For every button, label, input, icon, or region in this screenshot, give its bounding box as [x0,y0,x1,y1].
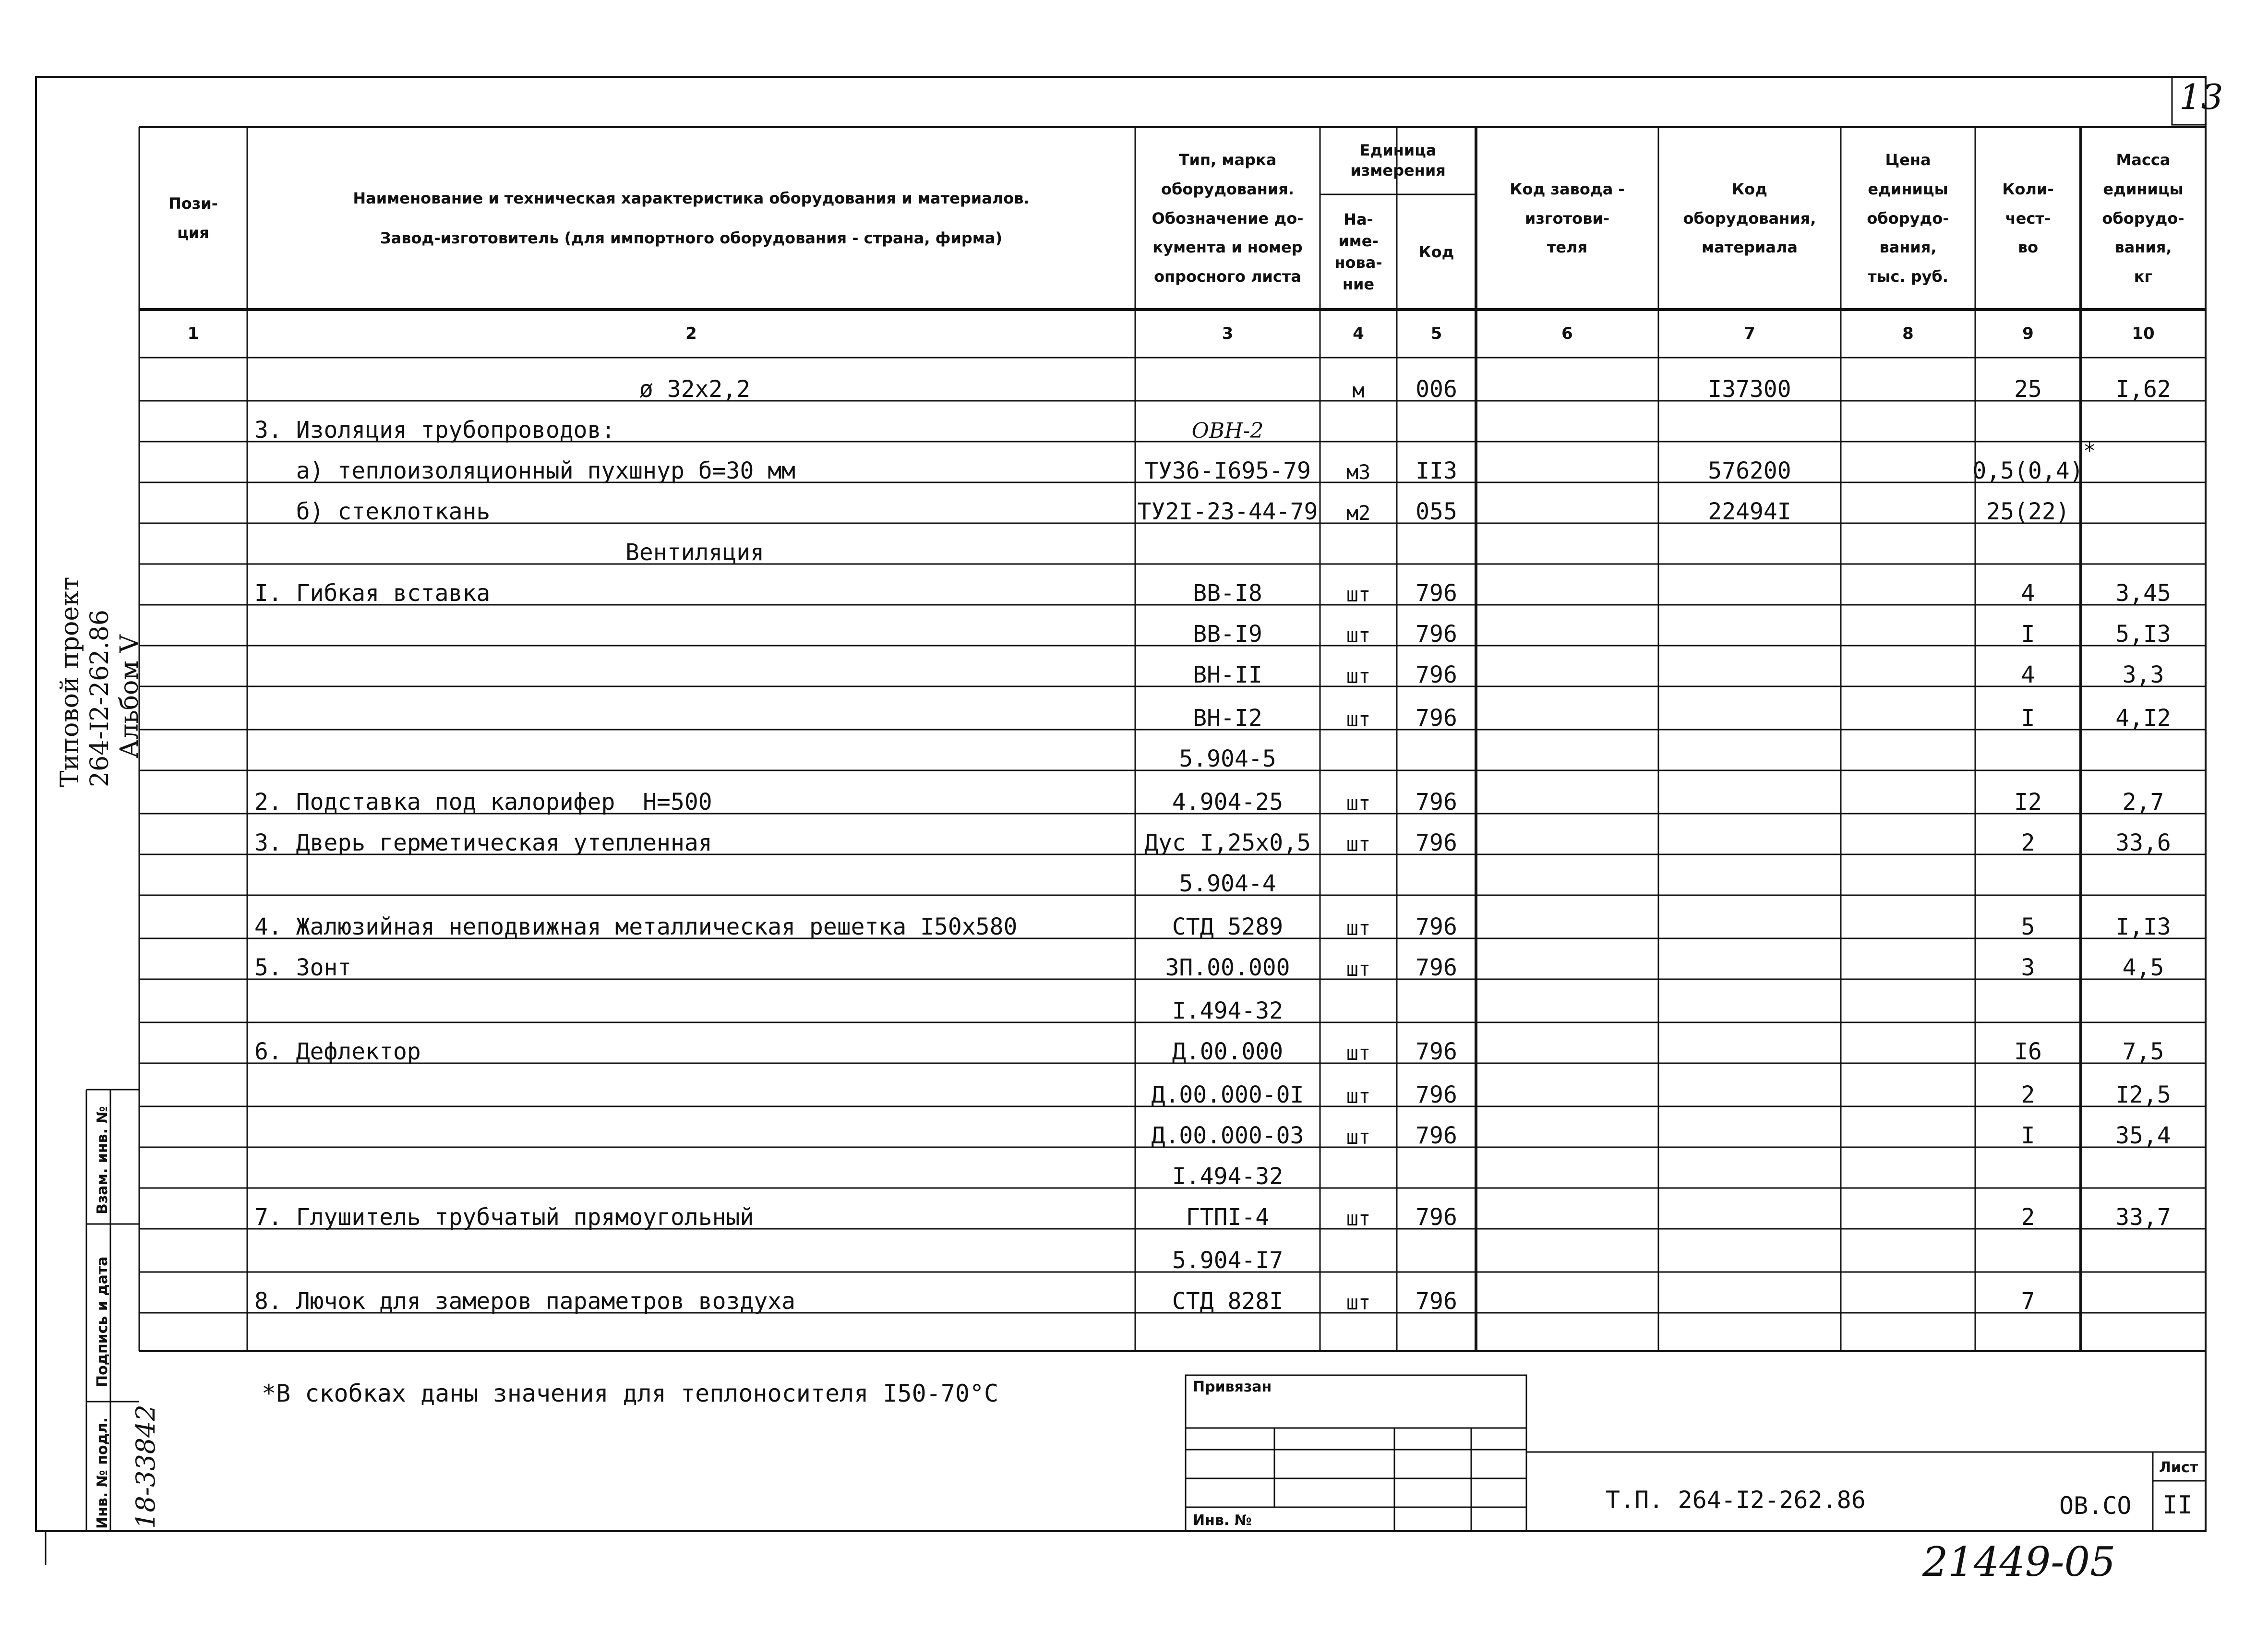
column-number: 4 [1353,324,1364,343]
header-col10-line: вания, [2114,238,2172,257]
row-unit-code: 796 [1416,954,1457,981]
header-col3-line: Обозначение до- [1152,209,1304,228]
row-unit: шт [1346,1041,1371,1065]
row-type-mark: ЗП.00.000 [1165,954,1290,981]
row-type-mark: I.494-32 [1172,1163,1284,1190]
row-mass: 33,6 [2115,829,2171,856]
side-stamp-line1: Типовой проект [56,576,84,787]
row-type-mark: ВВ-I8 [1193,580,1262,607]
header-col7-line: Код [1732,180,1767,198]
row-equipment-code: 22494I [1708,498,1791,525]
row-unit: шт [1346,916,1371,940]
row-mass: 33,7 [2115,1204,2171,1231]
row-item-name: Вентиляция [625,539,764,566]
row-quantity: 0,5(0,4) [1972,457,2084,484]
header-col4 [1320,194,1397,310]
column-number: 6 [1561,324,1573,343]
column-number: 7 [1744,324,1755,343]
row-type-mark: СТД 5289 [1172,913,1284,940]
row-quantity: 7 [2021,1288,2035,1315]
column-number: 5 [1430,324,1442,343]
row-unit-code: 796 [1416,580,1457,607]
row-unit: шт [1346,1084,1371,1108]
row-unit: шт [1346,957,1371,981]
header-col4-line: ние [1342,275,1375,293]
header-col8-line: Цена [1885,151,1931,169]
row-item-name: 3. Дверь герметическая утепленная [254,829,712,856]
row-mass: 4,5 [2122,954,2164,981]
column-number: 2 [685,324,697,343]
row-quantity: I [2021,1122,2035,1149]
header-col8-line: тыс. руб. [1867,267,1948,286]
header-col3-line: опросного листа [1154,267,1301,286]
row-type-mark: 5.904-I7 [1172,1247,1284,1274]
side-stamp-line2: 264-I2-262.86 [85,610,114,787]
header-unit-title-line: Единица [1359,141,1437,160]
header-col6-line: теля [1547,238,1588,257]
row-unit: м3 [1346,460,1371,484]
row-mass: I2,5 [2115,1081,2171,1108]
row-unit-code: 796 [1416,789,1457,816]
header-col1-line: Пози- [168,194,218,213]
row-item-name: 5. Зонт [254,954,352,981]
row-type-mark: ОВН-2 [1191,419,1264,443]
row-unit-code: 055 [1416,498,1457,525]
header-col3 [1135,127,1320,310]
header-col6 [1476,127,1658,310]
footnote: *В скобках даны значения для теплоносителя I50-70°С [262,1380,999,1407]
row-unit-code: 796 [1416,913,1457,940]
row-unit: шт [1346,792,1371,815]
header-col10-line: кг [2134,267,2153,286]
row-type-mark: ТУ2I-23-44-79 [1137,498,1318,525]
row-type-mark: Д.00.000-0I [1151,1081,1304,1108]
sheet-number: II [2162,1491,2193,1520]
row-mass: 2,7 [2122,789,2164,816]
header-col5-line: Код [1418,242,1454,261]
binding-inv-no-label: Инв. № [1193,1512,1252,1529]
row-type-mark: 5.904-5 [1179,745,1276,772]
header-col4-line: нова- [1334,253,1382,272]
row-item-name: ø 32x2,2 [639,376,751,403]
row-unit: шт [1346,664,1371,688]
binding-privyazan-label: Привязан [1193,1379,1272,1395]
row-quantity: I6 [2014,1038,2042,1065]
row-quantity: I [2021,621,2035,648]
row-mass: I,I3 [2115,913,2171,940]
header-col8-line: оборудо- [1867,209,1949,228]
row-quantity: 4 [2021,580,2035,607]
row-item-name: б) стеклоткань [254,498,491,525]
sheet-label: Лист [2159,1459,2198,1476]
row-type-mark: ВН-II [1193,661,1262,688]
row-type-mark: ТУ36-I695-79 [1144,457,1311,484]
row-type-mark: ГТПI-4 [1186,1204,1270,1231]
header-col4-line: На- [1344,210,1373,229]
row-quantity: 2 [2021,1081,2035,1108]
row-unit: шт [1346,1207,1371,1230]
row-type-mark: ВН-I2 [1193,705,1262,732]
row-unit-code: 796 [1416,1081,1457,1108]
row-unit-code: 796 [1416,1204,1457,1231]
doc-code: Т.П. 264-I2-262.86 [1606,1486,1866,1514]
row-item-name: I. Гибкая вставка [254,580,491,607]
row-mass: 5,I3 [2115,621,2171,648]
header-col3-line: оборудования. [1161,180,1294,198]
header-col10 [2081,127,2206,310]
header-col8-line: вания, [1879,238,1937,257]
row-type-mark: Д.00.000-03 [1151,1122,1304,1149]
row-quantity: 2 [2021,1204,2035,1231]
row-quantity: I2 [2014,789,2042,816]
row-unit: шт [1346,624,1371,647]
left-strip-inv-podl-label: Инв. № подл. [94,1417,111,1529]
row-unit: шт [1346,583,1371,606]
header-col10-line: оборудо- [2102,209,2184,228]
row-unit-code: 796 [1416,621,1457,648]
header-col7 [1658,127,1841,310]
row-unit: м [1352,379,1365,402]
row-mass: 3,45 [2115,580,2171,607]
row-unit-code: 796 [1416,1038,1457,1065]
header-col2 [247,127,1135,310]
row-quantity: 5 [2021,913,2035,940]
row-quantity: 4 [2021,661,2035,688]
row-quantity: 25 [2014,376,2042,403]
row-quantity: 2 [2021,829,2035,856]
left-strip-inv-podl-value: 18-33842 [131,1404,161,1529]
header-col3-line: кумента и номер [1152,238,1303,257]
header-col8 [1841,127,1975,310]
row-item-name: 3. Изоляция трубопроводов: [254,417,615,444]
row-item-name: 6. Дефлектор [254,1038,421,1065]
row-quantity: I [2021,705,2035,732]
archive-number: 21449-05 [1922,1538,2116,1585]
column-number: 10 [2132,324,2155,343]
row-type-mark: I.494-32 [1172,997,1284,1024]
header-col6-line: изготови- [1524,209,1610,228]
row-mass: 35,4 [2115,1122,2171,1149]
row-type-mark: ВВ-I9 [1193,621,1262,648]
row-unit-code: 796 [1416,705,1457,732]
row-mass: I,62 [2115,376,2171,403]
corner-sheet-number: 13 [2179,77,2223,117]
column-number: 8 [1902,324,1914,343]
header-col8-line: единицы [1868,180,1948,198]
header-col9-line: Коли- [2002,180,2054,198]
row-unit: м2 [1346,501,1371,525]
side-stamp-line3: Альбом V [115,635,144,758]
side-stamp [55,577,144,787]
row-unit-code: II3 [1416,457,1457,484]
header-col7-line: материала [1702,238,1798,257]
row-unit: шт [1346,1125,1371,1149]
header-col9 [1975,127,2081,310]
header-col1-line: ция [177,224,209,242]
header-col2-line: Завод-изготовитель (для импортного оборудования - страна, фирма) [380,229,1003,247]
row-unit: шт [1346,708,1371,731]
row-unit-code: 796 [1416,1122,1457,1149]
header-col10-line: Масса [2116,151,2171,169]
header-col5 [1397,194,1476,310]
row-unit-code: 796 [1416,829,1457,856]
header-col2-line: Наименование и техническая характеристика оборудования и материалов. [353,189,1030,207]
row-equipment-code: I37300 [1708,376,1791,403]
row-mass: 7,5 [2122,1038,2164,1065]
row-type-mark: 5.904-4 [1179,870,1276,897]
doc-mark: ОВ.СО [2059,1492,2132,1520]
header-col6-line: Код завода - [1510,180,1625,198]
row-item-name: а) теплоизоляционный пухшнур б=30 мм [254,457,796,484]
header-col10-line: единицы [2103,180,2184,198]
row-item-name: 7. Глушитель трубчатый прямоугольный [254,1204,754,1231]
row-quantity: 3 [2021,954,2035,981]
column-number: 9 [2022,324,2034,343]
row-unit-code: 796 [1416,1288,1457,1315]
row-quantity: 25(22) [1986,498,2070,525]
header-unit-title [1320,127,1476,194]
header-col9-line: чест- [2005,209,2051,228]
row-type-mark: 4.904-25 [1172,789,1284,816]
row-unit: шт [1346,1291,1371,1314]
row-type-mark: СТД 828I [1172,1288,1284,1315]
row-type-mark: Д.00.000 [1172,1038,1284,1065]
header-unit-title-line: измерения [1350,161,1446,180]
row-type-mark: Дус I,25х0,5 [1144,829,1311,856]
header-col3-line: Тип, марка [1178,151,1277,169]
column-number: 1 [187,324,199,343]
row-footnote-star: * [2083,439,2096,463]
header-col7-line: оборудования, [1683,209,1816,228]
row-mass: 3,3 [2122,661,2164,688]
row-equipment-code: 576200 [1708,457,1791,484]
left-strip-sign-date-label: Подпись и дата [94,1256,111,1387]
row-mass: 4,I2 [2115,705,2171,732]
header-col9-line: во [2017,238,2039,257]
row-item-name: 2. Подставка под калорифер Н=500 [254,789,712,816]
column-number: 3 [1222,324,1234,343]
row-item-name: 8. Лючок для замеров параметров воздуха [254,1288,796,1315]
left-strip-vzam-inv-label: Взам. инв. № [94,1106,111,1214]
row-unit-code: 796 [1416,661,1457,688]
header-col1 [139,127,247,310]
row-item-name: 4. Жалюзийная неподвижная металлическая решетка I50х580 [254,913,1018,940]
row-unit-code: 006 [1416,376,1457,403]
header-col4-line: име- [1338,232,1379,251]
row-unit: шт [1346,832,1371,856]
